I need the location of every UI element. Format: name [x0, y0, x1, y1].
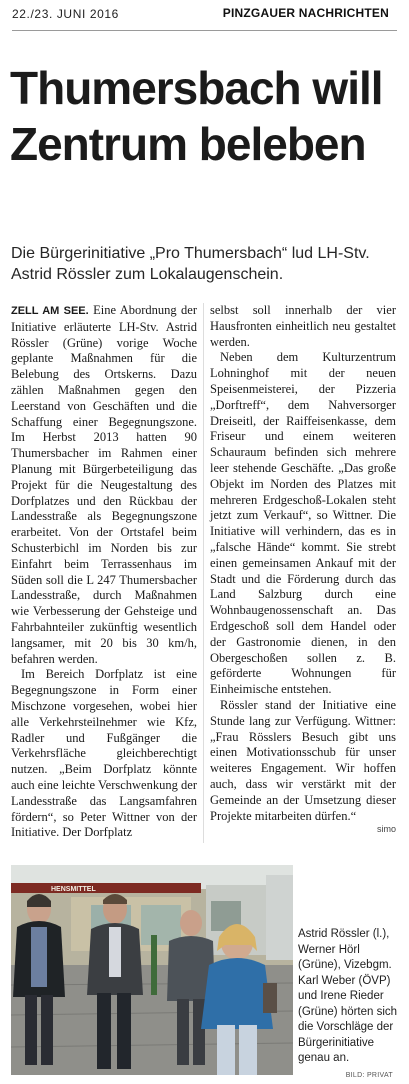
dateline: ZELL AM SEE. [11, 305, 89, 317]
shop-sign-text: HENSMITTEL [51, 886, 96, 893]
photo-credit: BILD: PRIVAT [345, 1072, 393, 1079]
article-lead: Die Bürgerinitiative „Pro Thumersbach“ lud LH-Stv. Astrid Rössler zum Lokalaugenschein. [11, 245, 370, 283]
paragraph-1-text: Eine Abordnung der Initiative erläuterte LH-Stv. Astrid Rössler (Grüne) vorige Woche geplante Maßnahmen für die Belebung des Ortskerns. Dazu zählen Maßnahmen gegen den Leerstand von Geschäften und die Schaffung einer Begegnungszone. Im Herbst 2013 hatten 90 Thumersbacher im Rahmen einer Planung mit Bürgerbeteiligung das Projekt für die Neugestaltung des Dorfplatzes und den Rückbau der Landesstraße als Begegnungszone erarbeitet. Von der Ortstafel beim Schusterbichl im Norden bis zur Einfahrt beim Terrassenhaus im Süden soll die L 247 Thumersbacher Landesstraße, durch Maßnahmen wie Verbesserung der Gehsteige und Fahrbahnteiler zukünftig wesentlich langsamer, mit 20 bis 30 km/h, befahren werden. [11, 303, 197, 666]
paragraph-4: Rössler stand der Initiative eine Stunde lang zur Verfügung. Wittner: „Frau Rösslers Besuch gibt uns einen Motivationsschub für unser weiteres Engagement. Wir hoffen auch, dass wir verstärkt mit der Gemeinde an der Umsetzung dieser Projekte mitarbeiten dürfen.“ [210, 697, 396, 823]
article-photo [11, 865, 293, 1075]
paragraph-1 [11, 303, 197, 667]
paragraph-2: Im Bereich Dorfplatz ist eine Begegnungszone in Form einer Mischzone vorgesehen, wobei hier alle Verkehrsteilnehmer wie Kfz, Radler und Fußgänger die Verkehrsfläche gleichberechtigt nutzen. „Beim Dorfplatz könnte auch eine leichte Verschwenkung der Landesstraße das Langsamfahren fördern“, so Peter Wittner von der Initiative. Der Dorfplatz [11, 667, 197, 840]
photo-caption: Astrid Rössler (l.), Werner Hörl (Grüne), Vizebgm. Karl Weber (ÖVP) und Irene Rieder (Grüne) hörten sich die Vorschläge der Bürgerinitiative genau an. [298, 928, 398, 1064]
article-column-2 [210, 303, 396, 838]
author-signature: simo [376, 824, 396, 835]
paragraph-3: Neben dem Kulturzentrum Lohninghof mit der neuen Speisenmeisterei, der Pizzeria „Dorftreff“, dem Nahversorger Dreiseitl, der Raiffeisenkasse, dem Friseur und einem weiteren Schauraum befinden sich mehrere leer stehende Geschäfte. „Das große Objekt im Norden des Platzes mit mehreren Erdgeschoß-Lokalen steht jetzt zum Verkauf“, so Wittner. Die Initiative will verhindern, das es in „falsche Hände“ kommt. Sie strebt einen gemeinsamen Ankauf mit der Stadt und die Förderung durch das Land Salzburg durch eine Wohnbaugenossenschaft an. Das Erdgeschoß soll dem Handel oder der Gastronomie dienen, in den Obergeschoßen sollen z. B. geförderte Wohnungen für Einheimische entstehen. [210, 350, 396, 697]
column-divider [203, 303, 204, 843]
article-column-1 [11, 303, 197, 841]
paragraph-2-continued: selbst soll innerhalb der vier Hausfronten einheitlich neu gestaltet werden. [210, 303, 396, 349]
article-headline: Thumersbach will Zentrum beleben [10, 62, 383, 170]
header-rule [12, 30, 397, 31]
issue-date: 22./23. JUNI 2016 [12, 7, 119, 21]
photo-illustration [11, 865, 293, 1075]
publication-name: PINZGAUER NACHRICHTEN [222, 6, 389, 20]
page-header [12, 5, 397, 25]
